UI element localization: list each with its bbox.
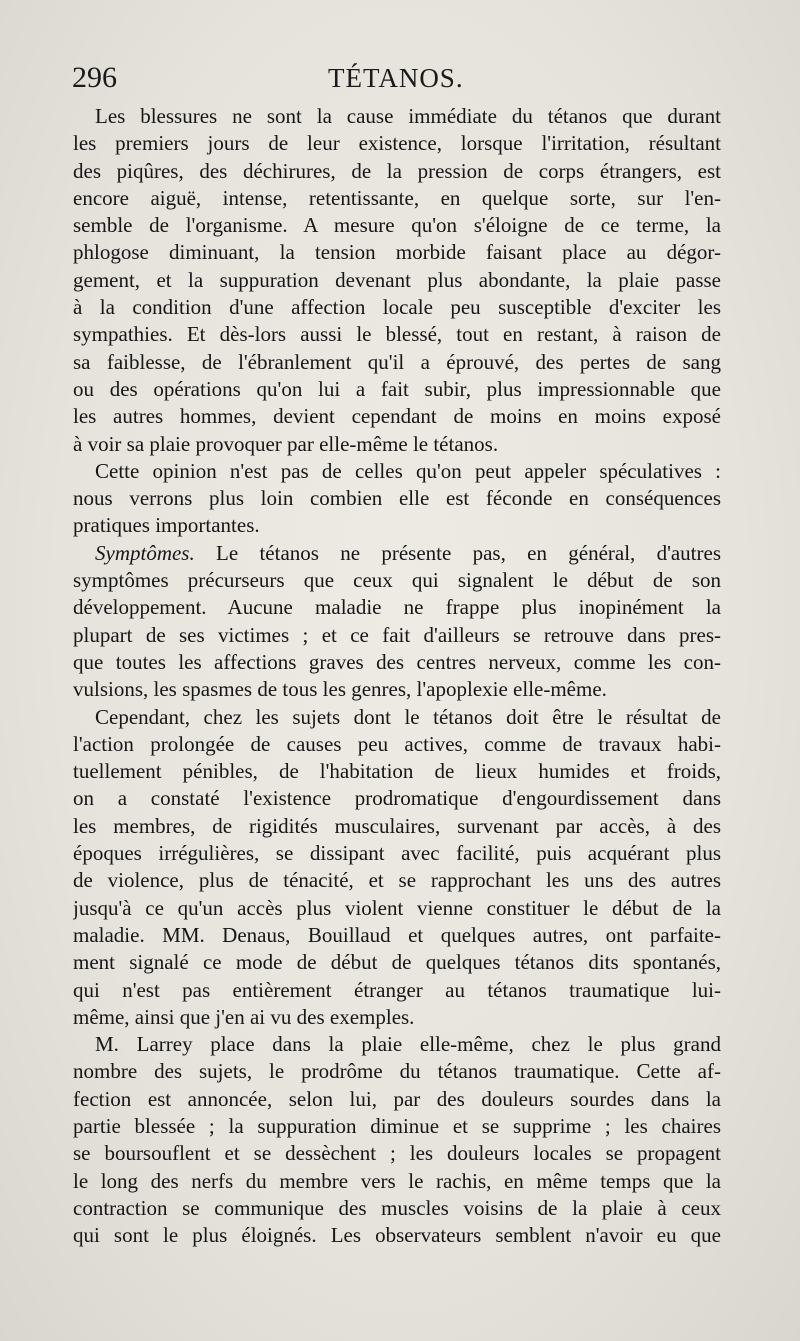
text-line: plupart de ses victimes ; et ce fait d'ailleurs se retrouve dans pres- [73,622,721,647]
section-heading: Symptômes. [95,540,195,565]
text-line: ou des opérations qu'on lui a fait subir, plus impressionnable que [73,376,721,401]
text-line: partie blessée ; la suppuration diminue et se supprime ; les chaires [73,1113,721,1138]
text-line: ment signalé ce mode de début de quelques tétanos dits spontanés, [73,950,721,975]
text-line: pratiques importantes. [73,513,260,538]
text-line: jusqu'à ce qu'un accès plus violent vienne constituer le début de la [73,895,721,920]
text-line: fection est annoncée, selon lui, par des douleurs sourdes dans la [73,1086,721,1111]
text-line: nous verrons plus loin combien elle est féconde en conséquences [73,486,721,511]
text-line: sympathies. Et dès-lors aussi le blessé, tout en restant, à raison de [73,322,721,347]
text-line: les membres, de rigidités musculaires, survenant par accès, à des [73,813,721,838]
text-line: symptômes précurseurs que ceux qui signalent le début de son [73,568,721,593]
text-line: M. Larrey place dans la plaie elle-même, chez le plus grand [95,1032,721,1057]
text-line: que toutes les affections graves des centres nerveux, comme les con- [73,649,721,674]
text-line: à la condition d'une affection locale peu susceptible d'exciter les [73,295,721,320]
text-line-with-heading [73,540,721,567]
text-line: phlogose diminuant, la tension morbide faisant place au dégor- [73,240,721,265]
text-line: le long des nerfs du membre vers le rachis, en même temps que la [73,1168,721,1193]
page-header [72,58,722,98]
text-line: maladie. MM. Denaus, Bouillaud et quelques autres, ont parfaite- [73,922,721,947]
text-line: de violence, plus de ténacité, et se rapprochant les uns des autres [73,868,721,893]
text-line: se boursouflent et se dessèchent ; les douleurs locales se propagent [73,1141,721,1166]
text-line: semble de l'organisme. A mesure qu'on s'éloigne de ce terme, la [73,213,721,238]
text-line: Les blessures ne sont la cause immédiate du tétanos que durant [95,104,721,128]
text-line: même, ainsi que j'en ai vu des exemples. [73,1004,415,1029]
text-line: des piqûres, des déchirures, de la pression de corps étrangers, est [73,158,721,183]
text-line: époques irrégulières, se dissipant avec facilité, puis acquérant plus [73,841,721,866]
page-number: 296 [72,61,117,94]
body-text [73,103,721,1249]
text-line: les premiers jours de leur existence, lorsque l'irritation, résultant [73,131,721,156]
text-line: les autres hommes, devient cependant de moins en moins exposé [73,404,721,429]
text-line: qui sont le plus éloignés. Les observateurs semblent n'avoir eu que [73,1223,721,1248]
text-line: contraction se communique des muscles voisins de la plaie à ceux [73,1195,721,1220]
text-line: gement, et la suppuration devenant plus abondante, la plaie passe [73,267,721,292]
text-line: vulsions, les spasmes de tous les genres, l'apoplexie elle-même. [73,677,607,702]
text-line: Cependant, chez les sujets dont le tétanos doit être le résultat de [95,704,721,729]
text-line: on a constaté l'existence prodromatique d'engourdissement dans [73,786,721,811]
text-line: Le tétanos ne présente pas, en général, d'autres [216,540,721,565]
running-title: TÉTANOS. [328,63,464,93]
text-line: nombre des sujets, le prodrôme du tétanos traumatique. Cette af- [73,1059,721,1084]
text-line: qui n'est pas entièrement étranger au tétanos traumatique lui- [73,977,721,1002]
text-line: encore aiguë, intense, retentissante, en quelque sorte, sur l'en- [73,185,721,210]
text-line: Cette opinion n'est pas de celles qu'on peut appeler spéculatives : [95,458,721,483]
text-line: développement. Aucune maladie ne frappe plus inopinément la [73,595,721,620]
text-line: sa faiblesse, de l'ébranlement qu'il a éprouvé, des pertes de sang [73,349,721,374]
text-line: à voir sa plaie provoquer par elle-même le tétanos. [73,431,499,456]
text-line: l'action prolongée de causes peu actives, comme de travaux habi- [73,731,721,756]
text-line: tuellement pénibles, de l'habitation de lieux humides et froids, [73,759,721,784]
